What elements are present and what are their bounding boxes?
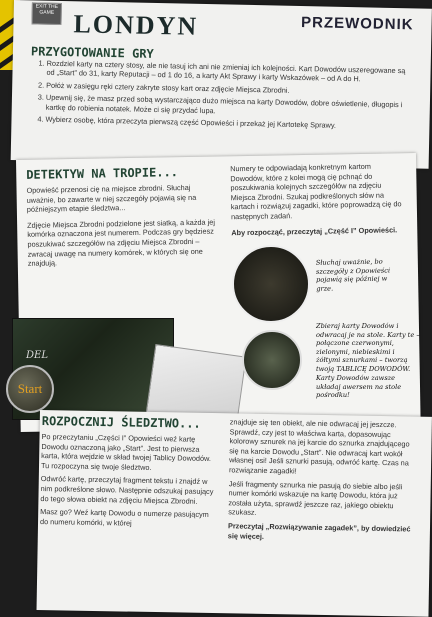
trail-col1 xyxy=(26,165,218,269)
trail-col2 xyxy=(230,161,407,237)
setup-step: 1. Rozdziel karty na cztery stosy, ale nie tasuj ich ani nie zmieniaj ich kolejności. Kart Dowodów uszeregowane są od „Start” do 31, karty Reputacji – od 1 do 16, a karty Akt Sprawy i karty Wskazówek – od A do H. xyxy=(46,59,410,85)
start-card-circle xyxy=(6,365,54,413)
setup-sheet xyxy=(11,0,432,169)
handwritten-note: Słuchaj uważnie, bo szczegóły z Opowieści pojawią się później w grze. xyxy=(315,257,391,293)
trail-text: Opowieść przenosi cię na miejsce zbrodni. Słuchaj uważnie, bo zawarte w niej szczegóły pojawią się na późniejszym etapie śledztwa... xyxy=(26,182,197,215)
magnifier-circle xyxy=(232,245,310,323)
investigation-text: Odwróć kartę, przeczytaj fragment tekstu i znajdź w nim podkreślone słowo. Następnie odszukaj pasujący do tego słowa obiekt na zdjęciu Miejsca Zbrodni. xyxy=(40,474,214,506)
trail-text: Numery te odpowiadają konkretnym kartom Dowodów, które z kolei mogą cię pchnąć do poszukiwania kolejnych szczegółów na zdjęciu Miejsca Zbrodni. Szukaj podkreślonych słów na kartach i rozwiązuj zagadki, które poprowadzą cię do następnych zadań. xyxy=(230,161,402,222)
setup-steps xyxy=(29,58,410,131)
investigation-col1 xyxy=(40,414,220,529)
investigation-sheet xyxy=(37,410,432,617)
investigation-text: znajduje się ten obiekt, ale nie odwracaj jej jeszcze. Sprawdź, czy jest to właściwa karta, dopasowując kolorowy sznurek na jej karcie do sznurka znajdującego się na karcie Dowodu „Start”. Nie odwracaj kart wokół własnej osi! Jeśli sznurki pasują, odwróć kartę. Czas na rozwiązanie zagadki! xyxy=(228,417,410,476)
page-subtitle: PRZEWODNIK xyxy=(300,14,414,34)
investigation-text: Masz go? Weź kartę Dowodu o numerze pasującym do numeru komórki, w której xyxy=(39,507,209,528)
photo-label: DEL xyxy=(26,350,48,361)
setup-step: 3. Upewnij się, że masz przed sobą wystarczająco dużo miejsca na karty Dowodów, dobre oświetlenie, długopis i kartkę do robienia notatek. Może ci się przydać lupa. xyxy=(46,93,410,119)
trail-heading: DETEKTYW NA TROPIE... xyxy=(26,165,179,182)
setup-heading: PRZYGOTOWANIE GRY xyxy=(30,44,154,61)
start-label: Start xyxy=(17,381,43,396)
magnifier-circle xyxy=(242,330,302,390)
investigation-text: Jeśli fragmenty sznurka nie pasują do siebie albo jeśli numer komórki wskazuje na kartę Dowodu, która już została użyta, sprawdź jeszcze raz, jakiego obiektu szukasz. xyxy=(228,478,403,518)
handwritten-note: Karty Dowodów zawsze układaj awersem na stole pośrodku! xyxy=(316,374,402,399)
investigation-col2 xyxy=(228,417,420,543)
page-title: LONDYN xyxy=(73,9,199,41)
setup-step: 2. Połóż w zasięgu ręki cztery zakryte stosy kart oraz zdjęcie Miejsca Zbrodni. xyxy=(46,81,410,98)
handwritten-note: Zbieraj karty Dowodów i odwracaj je na stole. Karty te – połączone czerwonymi, zielonymi, niebieskimi i żółtymi sznurkami – tworzą twoją TABLICĘ DOWODÓW. xyxy=(316,322,420,373)
investigation-heading: ROZPOCZNIJ ŚLEDZTWO... xyxy=(41,414,201,431)
setup-section xyxy=(29,44,411,134)
trail-start-instruction: Aby rozpocząć, przeczytaj „Część I” Opowieści. xyxy=(231,224,398,237)
setup-step: 4. Wybierz osobę, która przeczyta pierwszą część Opowieści i przekaż jej Kartotekę Sprawy. xyxy=(45,115,409,132)
investigation-text: Po przeczytaniu „Części I” Opowieści weź kartę Dowodu oznaczoną jako „Start”. Jest to pierwsza karta, która wejdzie w skład twojej Tablicy Dowodów. Tu rozpoczyna się twoje śledztwo. xyxy=(40,432,212,472)
investigation-instruction: Przeczytaj „Rozwiązywanie zagadek”, by dowiedzieć się więcej. xyxy=(227,521,411,541)
brand-logo: EXIT THE GAME xyxy=(31,2,61,25)
trail-text: Zdjęcie Miejsca Zbrodni podzielone jest siatką, a każda jej komórka oznaczona jest numerem. Podczas gry będziesz poszukiwać szczegółów na zdjęciu Miejsca Zbrodni – zwracaj uwagę na numery komórek, w których się one znajdują. xyxy=(27,217,215,268)
